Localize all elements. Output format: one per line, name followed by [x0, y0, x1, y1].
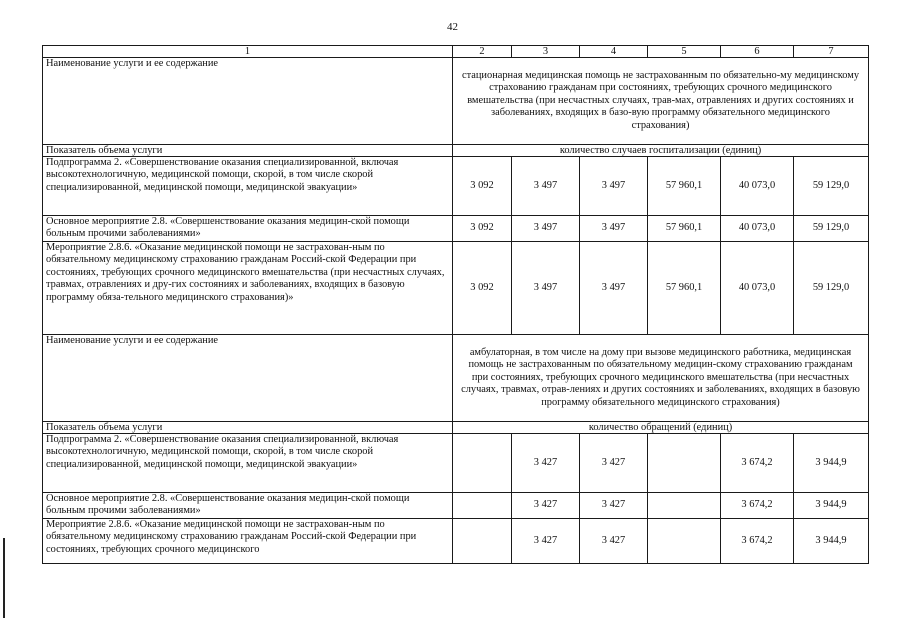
- value-cell: 40 073,0: [721, 216, 794, 242]
- scan-edge-mark: [3, 538, 5, 618]
- value-cell: 40 073,0: [721, 157, 794, 216]
- value-cell: 3 427: [580, 434, 648, 493]
- value-cell: 3 944,9: [794, 493, 869, 519]
- volume-indicator-value: количество случаев госпитализации (единиц): [453, 145, 869, 157]
- volume-indicator-value: количество обращений (единиц): [453, 422, 869, 434]
- value-cell: [453, 434, 512, 493]
- service-description: стационарная медицинская помощь не застрахованным по обязательно-му медицинскому страхованию гражданам при состояниях, требующих срочного медицинского вмешательства (при несчастных случаях, трав-мах, отравлениях и других состояниях и заболеваниях, входящих в базо-вую программу обязательного медицинского страхования): [453, 58, 869, 145]
- value-cell: 3 092: [453, 242, 512, 335]
- column-number: 1: [43, 46, 453, 58]
- value-cell: 57 960,1: [648, 242, 721, 335]
- value-cell: 3 497: [580, 157, 648, 216]
- value-cell: 3 674,2: [721, 519, 794, 564]
- value-cell: 3 497: [580, 242, 648, 335]
- column-number: 3: [512, 46, 580, 58]
- value-cell: 3 427: [512, 519, 580, 564]
- value-cell: 57 960,1: [648, 216, 721, 242]
- value-cell: 3 427: [580, 519, 648, 564]
- value-cell: 3 944,9: [794, 519, 869, 564]
- value-cell: 59 129,0: [794, 157, 869, 216]
- column-number-row: [43, 46, 869, 58]
- table-row: [43, 157, 869, 216]
- value-cell: 3 092: [453, 157, 512, 216]
- value-cell: [648, 493, 721, 519]
- value-cell: [453, 519, 512, 564]
- value-cell: 3 427: [512, 434, 580, 493]
- service-name-row: [43, 335, 869, 422]
- column-number: 7: [794, 46, 869, 58]
- value-cell: 3 427: [580, 493, 648, 519]
- value-cell: 3 497: [512, 242, 580, 335]
- value-cell: 59 129,0: [794, 216, 869, 242]
- volume-indicator-label: Показатель объема услуги: [43, 422, 453, 434]
- table-row: [43, 493, 869, 519]
- program-name: Основное мероприятие 2.8. «Совершенствование оказания медицин-ской помощи больным прочими заболеваниями»: [43, 493, 453, 519]
- value-cell: 3 092: [453, 216, 512, 242]
- program-name: Подпрограмма 2. «Совершенствование оказания специализированной, включая высокотехнологичную, медицинской помощи, скорой, в том числе скорой специализированной, медицинской помощи, медицинской эвакуации»: [43, 434, 453, 493]
- value-cell: 3 497: [580, 216, 648, 242]
- column-number: 4: [580, 46, 648, 58]
- program-name: Подпрограмма 2. «Совершенствование оказания специализированной, включая высокотехнологичную, медицинской помощи, скорой, в том числе скорой специализированной, медицинской помощи, медицинской эвакуации»: [43, 157, 453, 216]
- service-name-row: [43, 58, 869, 145]
- value-cell: 40 073,0: [721, 242, 794, 335]
- table-row: [43, 519, 869, 564]
- service-name-label: Наименование услуги и ее содержание: [43, 335, 453, 422]
- program-volume-table: [42, 45, 869, 564]
- value-cell: 3 497: [512, 216, 580, 242]
- table-row: [43, 216, 869, 242]
- page-number: 42: [447, 21, 458, 33]
- column-number: 6: [721, 46, 794, 58]
- table-row: [43, 434, 869, 493]
- service-name-label: Наименование услуги и ее содержание: [43, 58, 453, 145]
- volume-indicator-label: Показатель объема услуги: [43, 145, 453, 157]
- column-number: 5: [648, 46, 721, 58]
- volume-indicator-row: [43, 145, 869, 157]
- table-row: [43, 242, 869, 335]
- value-cell: [648, 434, 721, 493]
- service-description: амбулаторная, в том числе на дому при вызове медицинского работника, медицинская помощь не застрахованным по обязательному медицин-скому страхованию гражданам при состояниях, требующих срочного медицинского вмешательства (при несчастных случаях, травмах, отрав-лениях и других состояниях и заболеваниях, входящих в базовую программу обязательного медицинского страхования): [453, 335, 869, 422]
- value-cell: [453, 493, 512, 519]
- column-number: 2: [453, 46, 512, 58]
- program-name: Основное мероприятие 2.8. «Совершенствование оказания медицин-ской помощи больным прочими заболеваниями»: [43, 216, 453, 242]
- value-cell: 3 497: [512, 157, 580, 216]
- volume-indicator-row: [43, 422, 869, 434]
- value-cell: [648, 519, 721, 564]
- value-cell: 3 944,9: [794, 434, 869, 493]
- program-name: Мероприятие 2.8.6. «Оказание медицинской помощи не застрахован-ным по обязательному медицинскому страхованию гражданам Россий-ской Федерации при состояниях, требующих срочного медицинского вмешательства (при несчастных случаях, травмах, отравлениях и дру-гих состояниях и заболеваниях, входящих в базовую программу обяза-тельного медицинского страхования)»: [43, 242, 453, 335]
- program-name: Мероприятие 2.8.6. «Оказание медицинской помощи не застрахован-ным по обязательному медицинскому страхованию гражданам Россий-ской Федерации при состояниях, требующих срочного медицинского: [43, 519, 453, 564]
- value-cell: 59 129,0: [794, 242, 869, 335]
- value-cell: 3 674,2: [721, 434, 794, 493]
- value-cell: 57 960,1: [648, 157, 721, 216]
- value-cell: 3 674,2: [721, 493, 794, 519]
- value-cell: 3 427: [512, 493, 580, 519]
